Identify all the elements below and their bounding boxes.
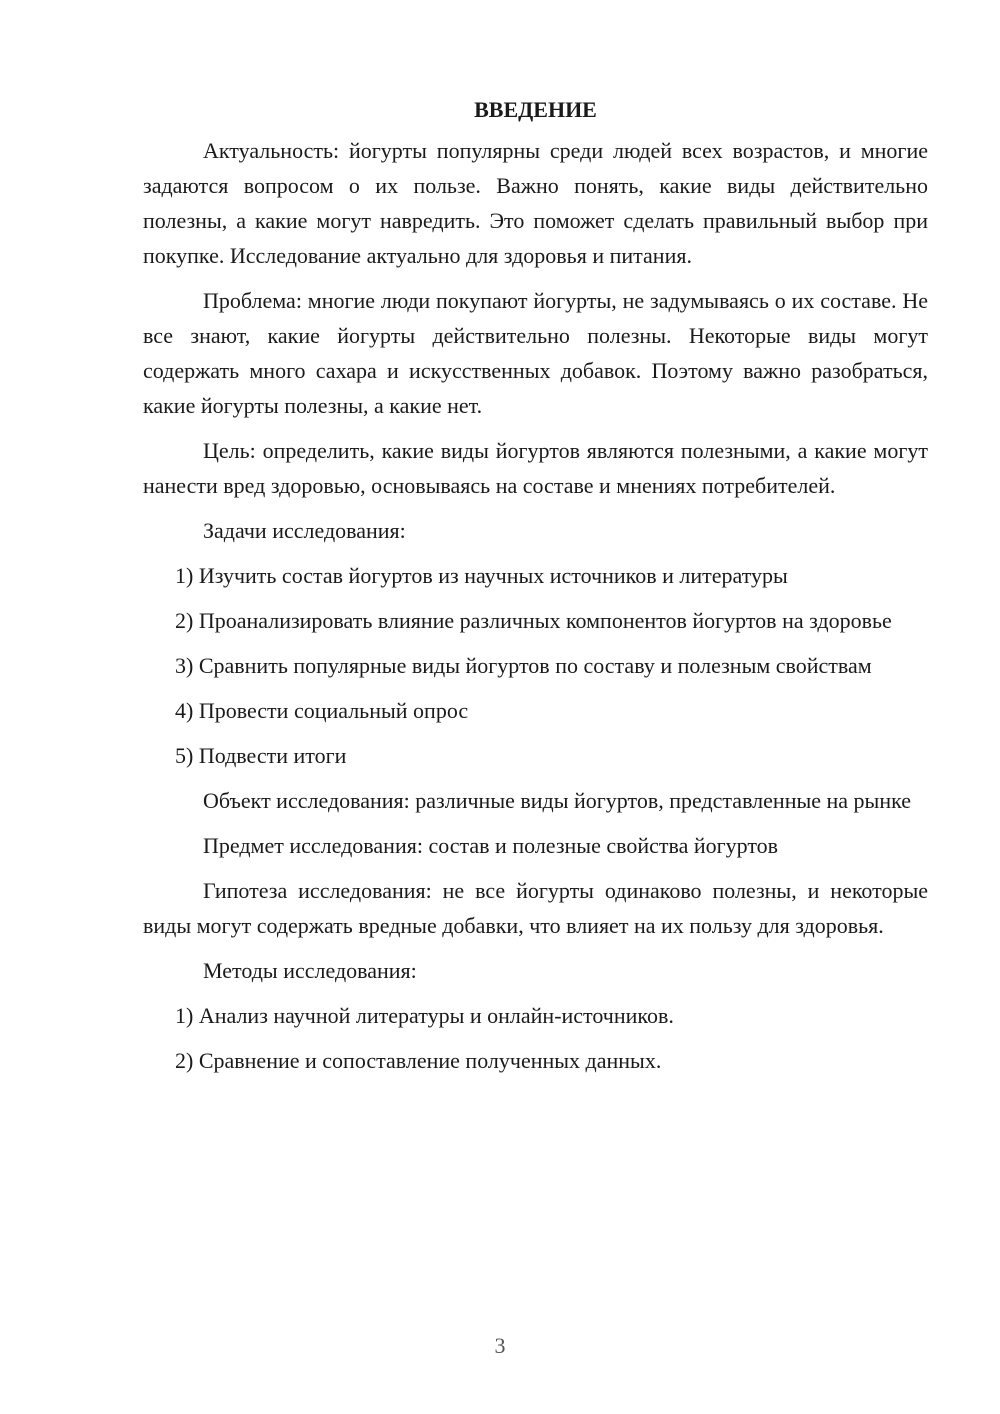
paragraph-goal: Цель: определить, какие виды йогуртов являются полезными, а какие могут нанести вред здоровью, основываясь на составе и мнениях потребителей.	[143, 438, 928, 498]
page-title: ВВЕДЕНИЕ	[474, 97, 597, 122]
method-item: 1) Анализ научной литературы и онлайн-источников.	[175, 1003, 674, 1028]
paragraph-subject: Предмет исследования: состав и полезные свойства йогуртов	[203, 833, 779, 858]
document-page	[143, 92, 928, 1088]
page-number: 3	[494, 1333, 506, 1358]
paragraph-problem: Проблема: многие люди покупают йогурты, не задумываясь о их составе. Не все знают, какие йогурты действительно полезны. Некоторые виды могут содержать много сахара и искусственных добавок. Поэтому важно разобраться, какие йогурты полезны, а какие нет.	[143, 288, 928, 418]
task-item: 4) Провести социальный опрос	[175, 698, 469, 723]
paragraph-relevance: Актуальность: йогурты популярны среди людей всех возрастов, и многие задаются вопросом о их пользе. Важно понять, какие виды действительно полезны, а какие могут навредить. Это поможет сделать правильный выбор при покупке. Исследование актуально для здоровья и питания.	[143, 138, 928, 268]
methods-heading: Методы исследования:	[203, 958, 417, 983]
method-item: 2) Сравнение и сопоставление полученных данных.	[175, 1048, 662, 1073]
tasks-heading: Задачи исследования:	[203, 518, 406, 543]
paragraph-hypothesis: Гипотеза исследования: не все йогурты одинаково полезны, и некоторые виды могут содержать вредные добавки, что влияет на их пользу для здоровья.	[143, 878, 928, 938]
paragraph-object: Объект исследования: различные виды йогуртов, представленные на рынке	[203, 788, 912, 813]
task-item: 3) Сравнить популярные виды йогуртов по составу и полезным свойствам	[175, 653, 872, 678]
task-item: 5) Подвести итоги	[175, 743, 347, 768]
task-item: 1) Изучить состав йогуртов из научных источников и литературы	[175, 563, 788, 588]
task-item: 2) Проанализировать влияние различных компонентов йогуртов на здоровье	[175, 608, 892, 633]
